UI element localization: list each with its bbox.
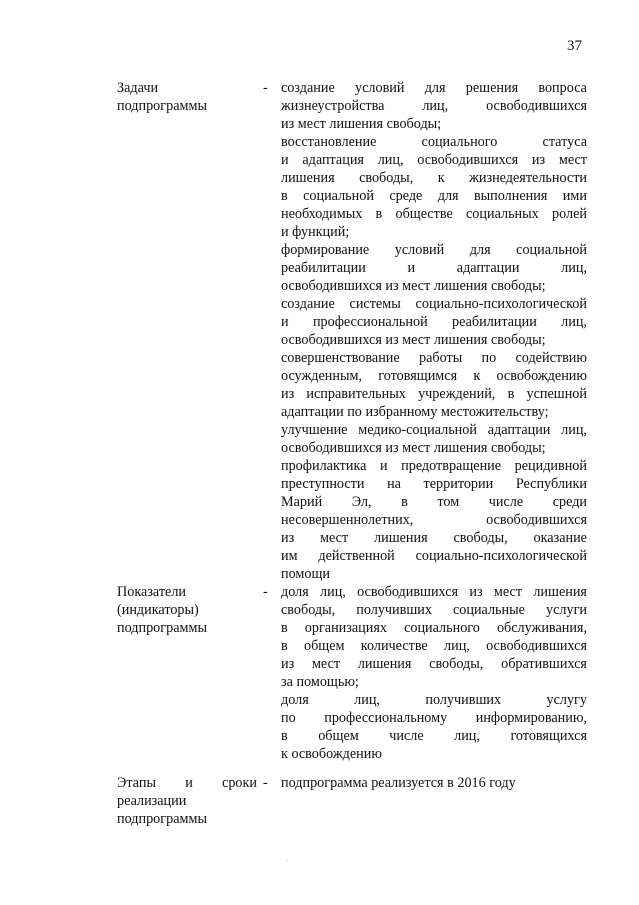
text-line <box>281 774 587 792</box>
text-line <box>281 241 587 259</box>
text-word: социального <box>421 134 498 150</box>
text-word: условий <box>355 80 405 96</box>
text-word: освободившихся <box>357 584 459 600</box>
text-word: выполнения <box>473 188 548 204</box>
text-word: получивших <box>356 602 432 618</box>
text-word: системы <box>349 296 401 312</box>
text-word: лиц, <box>561 314 587 330</box>
text-line <box>281 709 587 727</box>
text-word: успешной <box>526 386 587 402</box>
text-word: освободившихся <box>486 638 587 654</box>
text-word: учреждений, <box>418 386 496 402</box>
text-word: лиц, <box>354 692 380 708</box>
text-word: профессиональной <box>312 314 428 330</box>
text-word: решения <box>465 80 519 96</box>
text-word: освободившихся из мест лишения свободы; <box>281 278 546 294</box>
text-word: совершенствование <box>281 350 400 366</box>
text-word: лиц, <box>377 152 404 168</box>
text-line <box>281 187 587 205</box>
text-line <box>281 79 587 97</box>
label-line: подпрограммы <box>117 811 207 827</box>
text-word: социальной <box>303 188 374 204</box>
text-word: реабилитации <box>281 260 366 276</box>
text-word: в <box>281 188 288 204</box>
text-word: для <box>469 242 491 258</box>
text-line <box>281 151 587 169</box>
text-word: свободы, <box>429 656 484 672</box>
text-line <box>281 727 587 745</box>
text-word: из <box>281 386 295 402</box>
text-line <box>281 223 587 241</box>
text-word: работы <box>418 350 463 366</box>
text-word: свободы, <box>453 530 508 546</box>
text-word: лишения <box>533 584 587 600</box>
text-word: получивших <box>425 692 502 708</box>
text-line <box>281 745 587 763</box>
text-word: территории <box>423 476 494 492</box>
text-line <box>281 547 587 565</box>
text-line <box>281 673 587 691</box>
text-word: к <box>473 368 481 384</box>
label-line: реализации <box>117 793 187 809</box>
text-word: жизнедеятельности <box>469 170 587 186</box>
text-word: преступности <box>281 476 365 492</box>
text-line <box>281 259 587 277</box>
text-word: ролей <box>552 206 587 222</box>
text-word: доля <box>281 584 309 600</box>
page-number: 37 <box>567 38 582 54</box>
text-word: необходимых <box>281 206 363 222</box>
text-word: создание <box>281 296 335 312</box>
text-line <box>281 313 587 331</box>
text-word: обслуживания, <box>496 620 587 636</box>
text-word: мест <box>320 530 349 546</box>
text-word: предотвращение <box>401 458 502 474</box>
text-word: условий <box>394 242 445 258</box>
text-word: освободившихся <box>486 98 587 114</box>
text-line <box>281 133 587 151</box>
text-word: лиц, <box>444 638 470 654</box>
text-word: общем <box>318 728 359 744</box>
text-word: услугу <box>546 692 587 708</box>
text-word: социально-психологической <box>415 548 587 564</box>
text-word: обществе <box>395 206 453 222</box>
text-word: мест <box>311 656 341 672</box>
text-word: Республики <box>515 476 587 492</box>
label-line: подпрограммы <box>117 98 207 114</box>
text-word: освободившихся <box>417 152 519 168</box>
text-word: из <box>469 584 483 600</box>
text-word: из <box>281 656 295 672</box>
text-line <box>281 205 587 223</box>
text-line <box>281 277 587 295</box>
label-line: Показатели <box>117 584 187 600</box>
text-word: формирование <box>281 242 370 258</box>
text-word: и <box>281 152 289 168</box>
text-word: информированию, <box>475 710 587 726</box>
text-word: создание <box>281 80 335 96</box>
text-word: в <box>281 620 288 636</box>
text-word: организациях <box>304 620 387 636</box>
text-word: обратившихся <box>501 656 587 672</box>
text-word: освободившихся из мест лишения свободы; <box>281 332 546 348</box>
text-word: том <box>437 494 460 510</box>
text-word: и <box>281 314 289 330</box>
text-word: адаптации по избранному местожительству; <box>281 404 549 420</box>
text-line <box>281 439 587 457</box>
text-line <box>281 295 587 313</box>
text-word: исправительных <box>306 386 406 402</box>
text-word: из <box>281 530 295 546</box>
text-line <box>281 115 587 133</box>
text-word: для <box>437 188 459 204</box>
text-word: общем <box>303 638 345 654</box>
text-word: профессиональному <box>324 710 448 726</box>
text-word: лиц, <box>561 422 587 438</box>
text-word: числе <box>488 494 524 510</box>
label-line: Задачи <box>117 80 159 96</box>
text-word: по <box>481 350 497 366</box>
text-word: для <box>424 80 446 96</box>
text-word: мест <box>558 152 587 168</box>
label-word: и <box>185 775 193 791</box>
text-word: вопроса <box>538 80 587 96</box>
text-line <box>281 619 587 637</box>
text-word: лишения <box>281 170 335 186</box>
text-word: услуги <box>546 602 587 618</box>
text-word: адаптация <box>302 152 364 168</box>
text-line <box>281 493 587 511</box>
text-word: и функций; <box>281 224 350 240</box>
row-label <box>117 774 257 828</box>
text-word: по <box>281 710 296 726</box>
text-word: оказание <box>533 530 587 546</box>
text-word: социальной <box>516 242 587 258</box>
text-word: свободы, <box>359 170 414 186</box>
text-word: им <box>281 548 298 564</box>
text-word: ими <box>562 188 587 204</box>
text-word: улучшение <box>281 422 348 438</box>
text-line <box>281 367 587 385</box>
text-word: в <box>281 728 288 744</box>
text-word: готовящихся <box>510 728 587 744</box>
row-label <box>117 79 257 115</box>
text-line <box>281 385 587 403</box>
text-word: социально-психологической <box>415 296 587 312</box>
text-word: к <box>437 170 445 186</box>
text-word: и <box>379 458 388 474</box>
row-content <box>281 774 587 792</box>
text-line <box>281 637 587 655</box>
text-word: Эл, <box>351 494 372 510</box>
text-line <box>281 511 587 529</box>
text-word: осужденным, <box>281 368 363 384</box>
text-word: рецидивной <box>514 458 587 474</box>
text-line <box>281 601 587 619</box>
text-word: адаптации <box>456 260 520 276</box>
text-word: содействию <box>515 350 587 366</box>
text-word: среди <box>552 494 587 510</box>
text-line <box>281 691 587 709</box>
text-line <box>281 169 587 187</box>
text-word: освобождению <box>496 368 587 384</box>
text-word: и <box>407 260 416 276</box>
scan-speck <box>286 860 288 861</box>
dash-separator: - <box>263 80 268 96</box>
text-word: в <box>507 386 515 402</box>
text-word: за помощью; <box>281 674 359 690</box>
text-word: доля <box>281 692 309 708</box>
text-word: готовящимся <box>378 368 458 384</box>
text-word: числе <box>389 728 424 744</box>
text-word: жизнеустройства <box>281 98 385 114</box>
text-word: лиц, <box>561 260 587 276</box>
text-line <box>281 421 587 439</box>
text-word: лиц, <box>454 728 480 744</box>
text-word: социального <box>404 620 480 636</box>
text-line <box>281 475 587 493</box>
text-line <box>281 655 587 673</box>
text-line <box>281 403 587 421</box>
text-word: лиц, <box>320 584 346 600</box>
text-word: на <box>387 476 401 492</box>
text-word: среде <box>389 188 423 204</box>
label-line: (индикаторы) <box>117 602 199 618</box>
text-line <box>281 457 587 475</box>
text-word: медико-социальной <box>358 422 477 438</box>
text-word: помощи <box>281 566 331 582</box>
text-word: из мест лишения свободы; <box>281 116 442 132</box>
row-content <box>281 79 587 583</box>
text-word: адаптации <box>487 422 551 438</box>
dash-separator: - <box>263 584 268 600</box>
label-word: Этапы <box>117 775 156 791</box>
text-word: действенной <box>318 548 395 564</box>
text-word: количестве <box>360 638 428 654</box>
text-word: в <box>281 638 288 654</box>
text-word: профилактика <box>281 458 367 474</box>
text-word: Марий <box>281 494 323 510</box>
row-content <box>281 583 587 763</box>
text-word: социальных <box>466 206 539 222</box>
label-line: подпрограммы <box>117 620 207 636</box>
text-line <box>281 583 587 601</box>
text-word: освободившихся из мест лишения свободы; <box>281 440 546 456</box>
text-word: подпрограмма реализуется в 2016 году <box>281 775 516 791</box>
text-word: в <box>375 206 383 222</box>
text-word: свободы, <box>281 602 336 618</box>
text-word: в <box>401 494 408 510</box>
text-line <box>281 331 587 349</box>
text-line <box>281 565 587 583</box>
text-word: из <box>531 152 546 168</box>
text-word: несовершеннолетних, <box>281 512 414 528</box>
text-word: освободившихся <box>486 512 587 528</box>
dash-separator: - <box>263 775 268 791</box>
label-line <box>117 774 257 792</box>
row-label <box>117 583 257 637</box>
text-word: статуса <box>542 134 587 150</box>
text-line <box>281 529 587 547</box>
text-word: восстановление <box>281 134 377 150</box>
text-word: к освобождению <box>281 746 382 762</box>
text-word: мест <box>493 584 523 600</box>
text-word: реабилитации <box>452 314 537 330</box>
label-word: сроки <box>222 775 257 791</box>
text-word: лишения <box>357 656 412 672</box>
text-word: социальные <box>452 602 525 618</box>
text-word: лишения <box>374 530 428 546</box>
text-line <box>281 349 587 367</box>
text-line <box>281 97 587 115</box>
text-word: лиц, <box>422 98 449 114</box>
